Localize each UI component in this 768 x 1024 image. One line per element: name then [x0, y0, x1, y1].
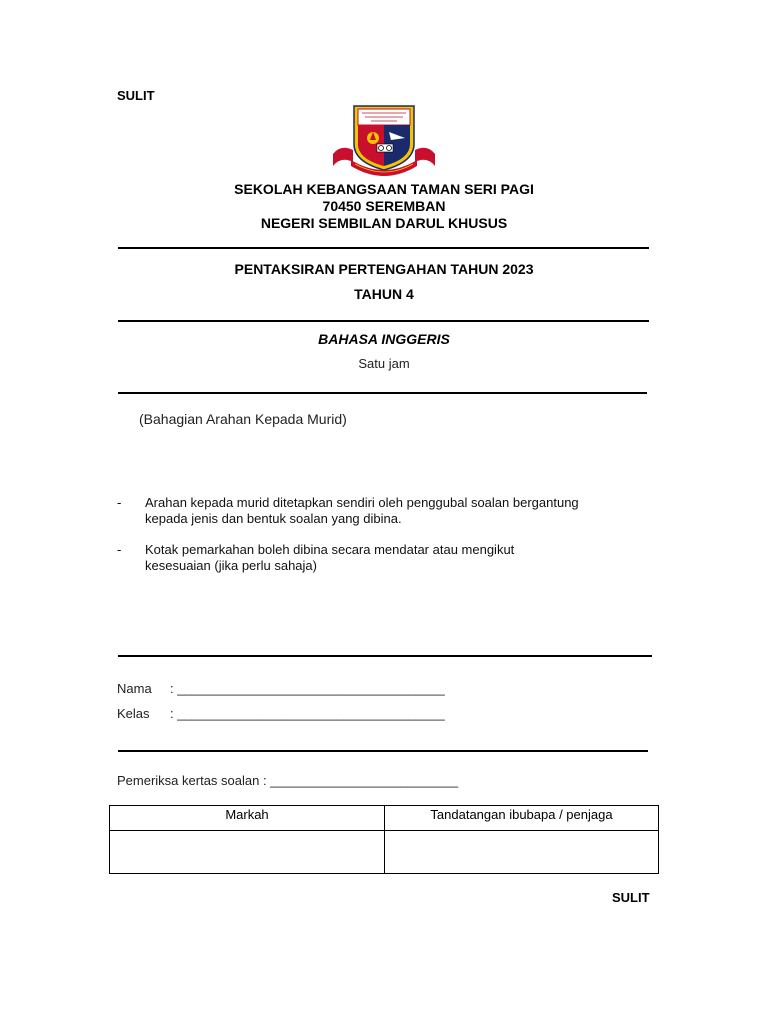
divider-line [118, 655, 652, 657]
school-postcode-city: 70450 SEREMBAN [322, 198, 446, 214]
exam-duration: Satu jam [358, 356, 410, 371]
divider-line [118, 320, 649, 322]
score-cell[interactable] [110, 831, 385, 874]
checker-field[interactable]: Pemeriksa kertas soalan : __________________________ [117, 773, 459, 788]
divider-line [118, 750, 648, 752]
signature-column-header: Tandatangan ibubapa / penjaga [385, 806, 659, 831]
instruction-line: kepada jenis dan bentuk soalan yang dibina. [145, 511, 402, 526]
school-state: NEGERI SEMBILAN DARUL KHUSUS [260, 215, 508, 231]
divider-line [118, 247, 649, 249]
classification-footer: SULIT [612, 890, 650, 905]
bullet-dash: - [117, 542, 122, 557]
instruction-line: Kotak pemarkahan boleh dibina secara mendatar atau mengikut [145, 542, 515, 557]
instruction-item [145, 495, 579, 527]
score-table [109, 805, 659, 874]
instruction-line: Arahan kepada murid ditetapkan sendiri oleh penggubal soalan bergantung [145, 495, 579, 510]
instructions-heading: (Bahagian Arahan Kepada Murid) [139, 411, 347, 427]
name-label: Nama [117, 681, 152, 696]
score-column-header: Markah [110, 806, 385, 831]
school-crest-logo [331, 104, 437, 178]
school-name: SEKOLAH KEBANGSAAN TAMAN SERI PAGI [234, 181, 534, 197]
name-field[interactable]: : _____________________________________ [170, 681, 445, 696]
bullet-dash: - [117, 495, 122, 510]
exam-year: TAHUN 4 [354, 286, 414, 302]
exam-title: PENTAKSIRAN PERTENGAHAN TAHUN 2023 [234, 261, 534, 277]
class-label: Kelas [117, 706, 150, 721]
divider-line [118, 392, 647, 394]
instruction-item [145, 542, 514, 574]
exam-subject: BAHASA INGGERIS [318, 331, 450, 347]
class-field[interactable]: : _____________________________________ [170, 706, 445, 721]
instruction-line: kesesuaian (jika perlu sahaja) [145, 558, 317, 573]
signature-cell[interactable] [385, 831, 659, 874]
classification-header: SULIT [117, 88, 155, 103]
